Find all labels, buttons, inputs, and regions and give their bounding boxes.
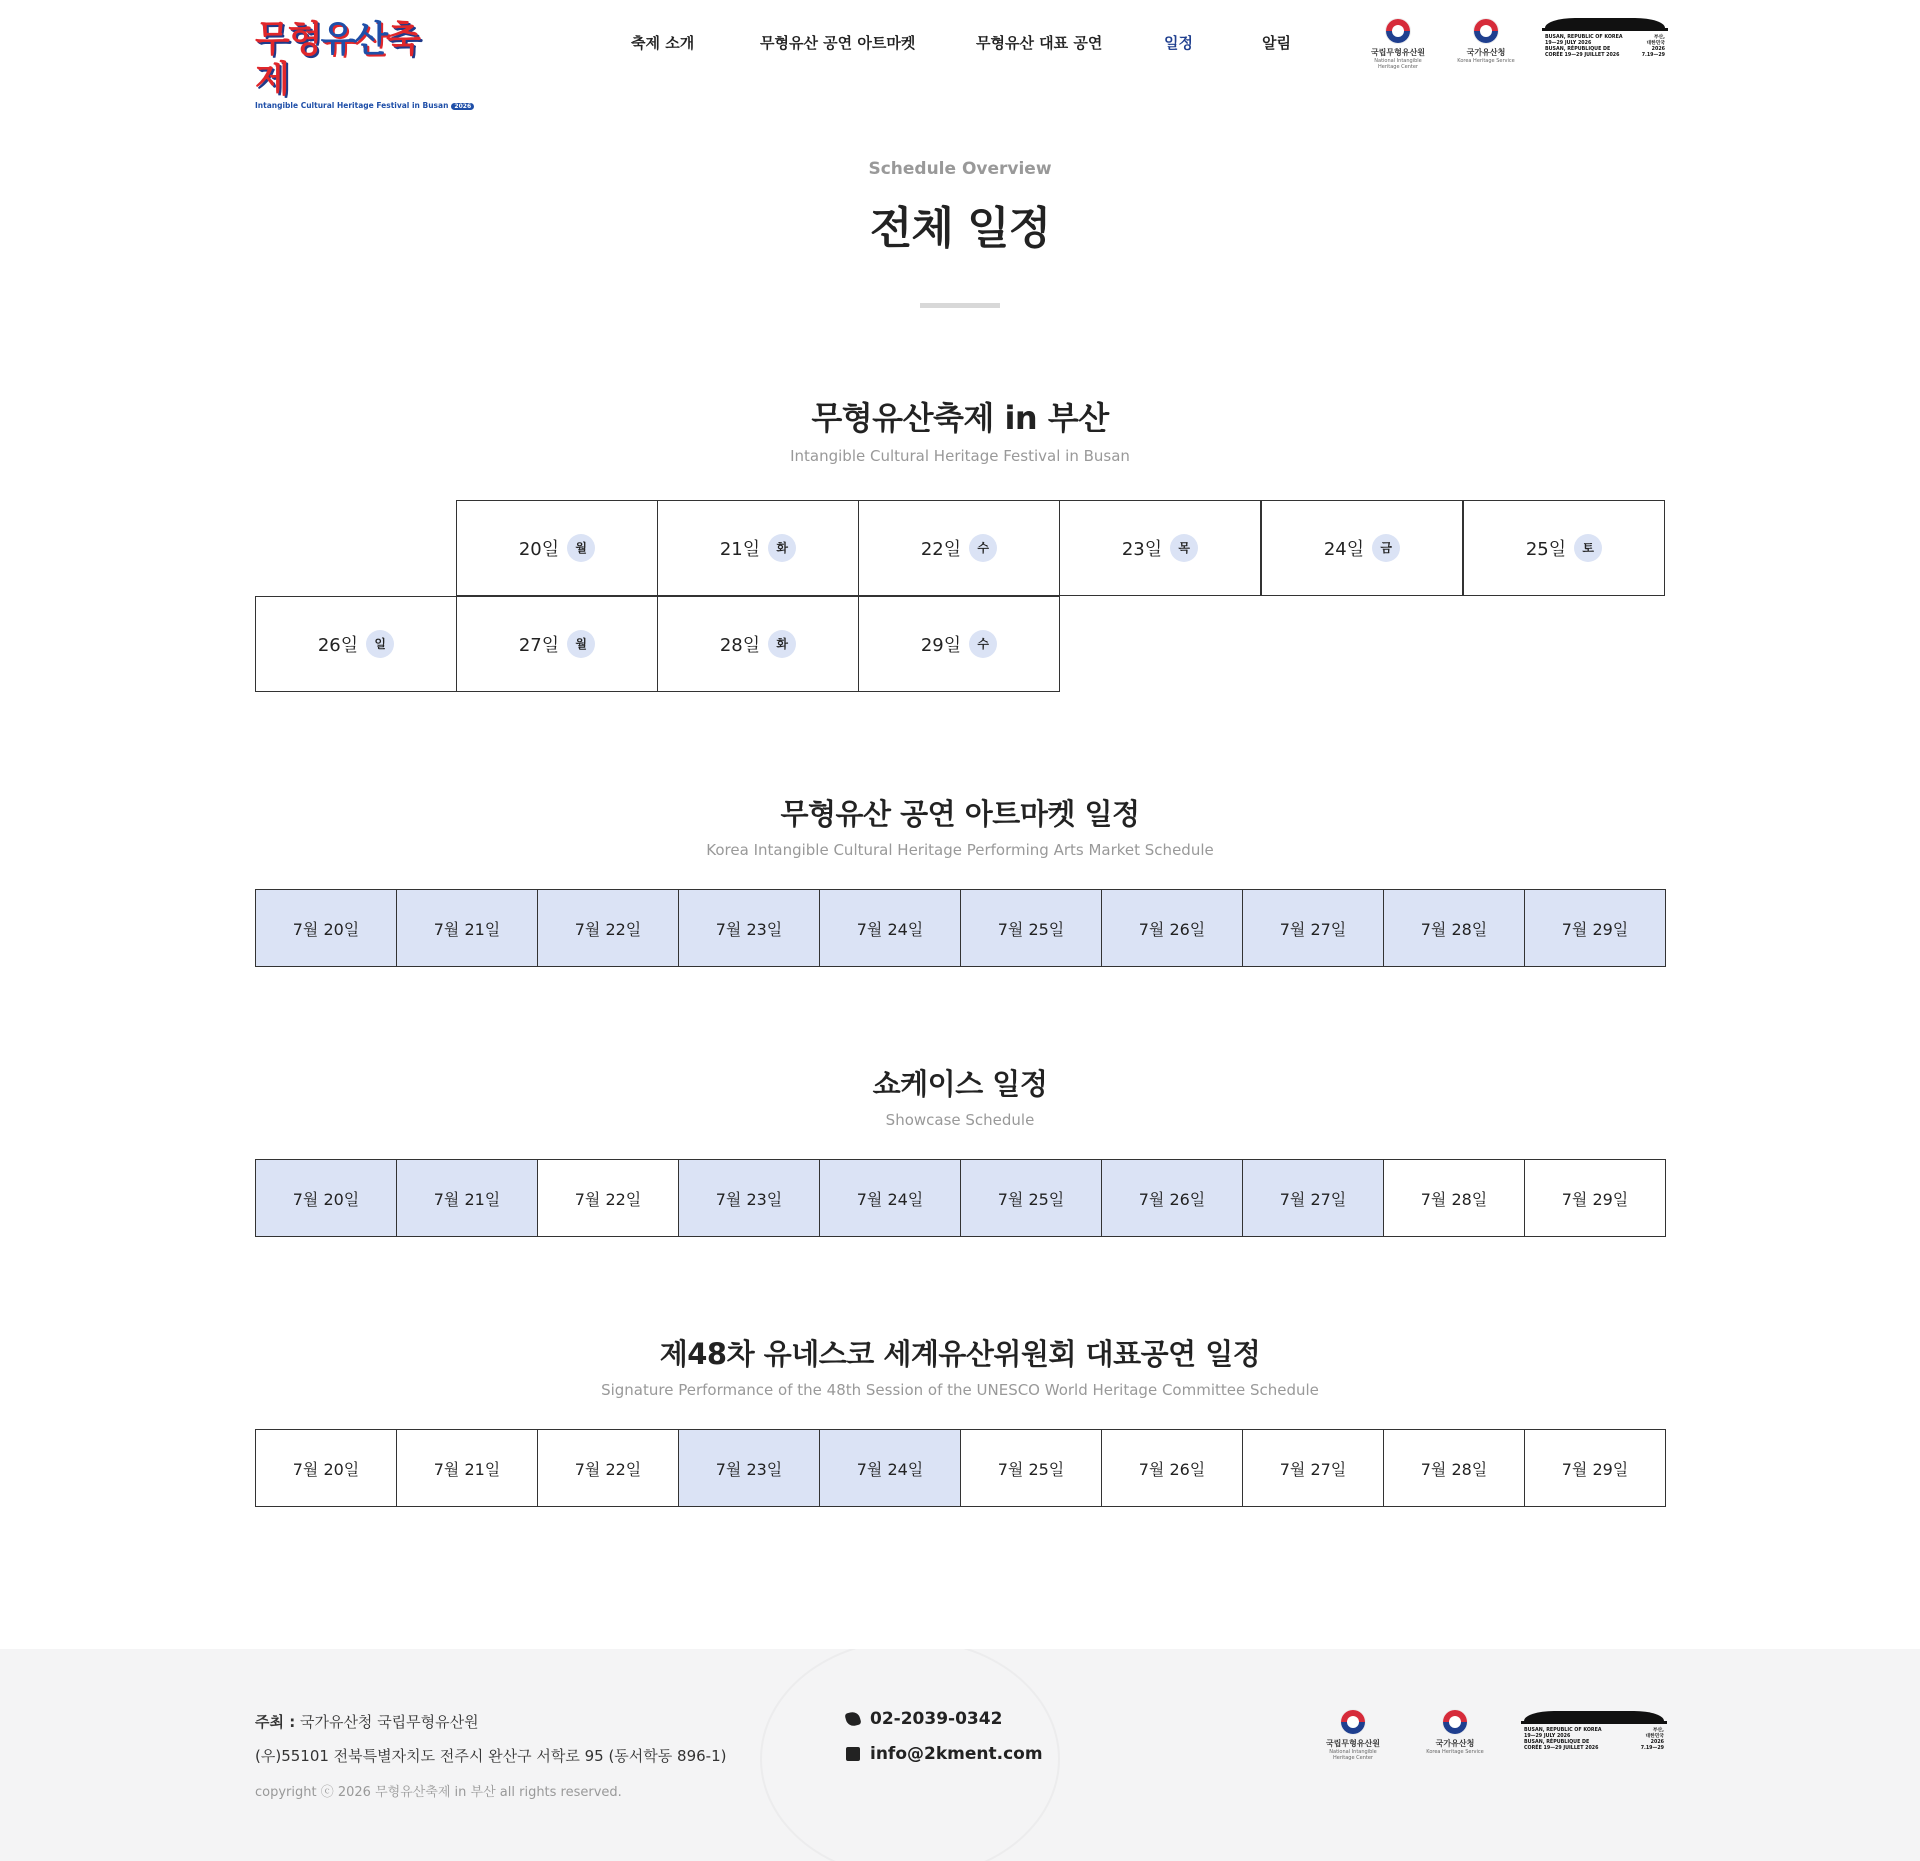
- nav-representative-performance[interactable]: 무형유산 대표 공연: [976, 34, 1103, 52]
- unesco-subtitle: Signature Performance of the 48th Session of the UNESCO World Heritage Committee Schedule: [601, 1381, 1319, 1399]
- weekday-badge: 월: [567, 630, 595, 658]
- calendar-day[interactable]: 29일 수: [858, 596, 1060, 692]
- weekday-badge: 금: [1372, 534, 1400, 562]
- footer-host: 주최 : 국가유산청 국립무형유산원: [255, 1713, 479, 1731]
- date-cell[interactable]: 7월 29일: [1524, 889, 1666, 967]
- title-divider: [920, 303, 1000, 308]
- artmarket-date-row: [255, 889, 1666, 967]
- date-cell[interactable]: 7월 29일: [1524, 1159, 1666, 1237]
- mail-icon: [846, 1747, 860, 1761]
- date-cell[interactable]: 7월 21일: [396, 889, 538, 967]
- phone-icon: [844, 1710, 861, 1727]
- calendar-day[interactable]: 25일 토: [1463, 500, 1665, 596]
- festival-title: 무형유산축제 in 부산: [811, 399, 1109, 437]
- taegeuk-emblem-icon: [1340, 1709, 1366, 1735]
- calendar-day[interactable]: 23일 목: [1059, 500, 1261, 596]
- date-cell[interactable]: 7월 20일: [255, 1429, 397, 1507]
- calendar-day[interactable]: 24일 금: [1261, 500, 1463, 596]
- calendar-day[interactable]: 21일 화: [657, 500, 859, 596]
- unesco-busan-event-logo[interactable]: BUSAN, REPUBLIC OF KOREA 19—29 JULY 2026 BUSAN, RÉPUBLIQUE DE CORÉE 19—29 JUILLET 2026 부산, 대한민국 2026 7.19—29: [1545, 18, 1665, 68]
- date-cell[interactable]: 7월 27일: [1242, 1429, 1384, 1507]
- date-cell[interactable]: 7월 23일: [678, 889, 820, 967]
- weekday-badge: 수: [969, 630, 997, 658]
- showcase-title: 쇼케이스 일정: [872, 1067, 1048, 1101]
- overview-label: Schedule Overview: [868, 159, 1052, 179]
- date-cell[interactable]: 7월 22일: [537, 1429, 679, 1507]
- date-cell[interactable]: 7월 27일: [1242, 1159, 1384, 1237]
- footer-copyright: copyright ⓒ 2026 무형유산축제 in 부산 all rights reserved.: [255, 1785, 622, 1800]
- nav-festival-intro[interactable]: 축제 소개: [631, 34, 695, 52]
- date-cell[interactable]: 7월 25일: [960, 1159, 1102, 1237]
- date-cell[interactable]: 7월 26일: [1101, 1429, 1243, 1507]
- date-cell[interactable]: 7월 21일: [396, 1429, 538, 1507]
- date-cell[interactable]: 7월 28일: [1383, 889, 1525, 967]
- date-cell[interactable]: 7월 22일: [537, 889, 679, 967]
- artmarket-subtitle: Korea Intangible Cultural Heritage Performing Arts Market Schedule: [706, 841, 1214, 859]
- weekday-badge: 화: [768, 630, 796, 658]
- unesco-date-row: [255, 1429, 1666, 1507]
- date-cell[interactable]: 7월 26일: [1101, 1159, 1243, 1237]
- date-cell[interactable]: 7월 23일: [678, 1159, 820, 1237]
- taegeuk-emblem-icon: [1442, 1709, 1468, 1735]
- date-cell[interactable]: 7월 24일: [819, 1429, 961, 1507]
- calendar-day[interactable]: 20일 월: [456, 500, 658, 596]
- footer-partner-khs[interactable]: 국가유산청 Korea Heritage Service: [1425, 1709, 1485, 1755]
- footer-phone[interactable]: 02-2039-0342: [846, 1709, 1002, 1729]
- partner-nihc[interactable]: 국립무형유산원 National Intangible Heritage Center: [1368, 18, 1428, 70]
- date-cell[interactable]: 7월 29일: [1524, 1429, 1666, 1507]
- date-cell[interactable]: 7월 22일: [537, 1159, 679, 1237]
- weekday-badge: 토: [1574, 534, 1602, 562]
- date-cell[interactable]: 7월 20일: [255, 1159, 397, 1237]
- showcase-date-row: [255, 1159, 1666, 1237]
- footer-email[interactable]: info@2kment.com: [846, 1744, 1043, 1764]
- taegeuk-emblem-icon: [1473, 18, 1499, 44]
- calendar-day[interactable]: 26일 일: [255, 596, 457, 692]
- footer-unesco-event-logo[interactable]: BUSAN, REPUBLIC OF KOREA 19—29 JULY 2026 BUSAN, RÉPUBLIQUE DE CORÉE 19—29 JUILLET 2026 부산, 대한민국 2026 7.19—29: [1524, 1711, 1664, 1761]
- date-cell[interactable]: 7월 26일: [1101, 889, 1243, 967]
- footer-address: (우)55101 전북특별자치도 전주시 완산구 서학로 95 (동서학동 896-1): [255, 1747, 727, 1765]
- logo-english: Intangible Cultural Heritage Festival in Busan 2026: [255, 101, 445, 110]
- weekday-badge: 목: [1170, 534, 1198, 562]
- calendar-day[interactable]: 28일 화: [657, 596, 859, 692]
- page-title: 전체 일정: [869, 203, 1051, 254]
- weekday-badge: 수: [969, 534, 997, 562]
- date-cell[interactable]: 7월 21일: [396, 1159, 538, 1237]
- date-cell[interactable]: 7월 20일: [255, 889, 397, 967]
- nav-schedule[interactable]: 일정: [1164, 34, 1193, 52]
- weekday-badge: 화: [768, 534, 796, 562]
- date-cell[interactable]: 7월 25일: [960, 1429, 1102, 1507]
- taegeuk-emblem-icon: [1385, 18, 1411, 44]
- nav-notice[interactable]: 알림: [1262, 34, 1291, 52]
- weekday-badge: 일: [366, 630, 394, 658]
- nav-art-market[interactable]: 무형유산 공연 아트마켓: [760, 34, 916, 52]
- partner-khs[interactable]: 국가유산청 Korea Heritage Service: [1456, 18, 1516, 64]
- festival-logo[interactable]: [255, 19, 472, 110]
- weekday-badge: 월: [567, 534, 595, 562]
- date-cell[interactable]: 7월 23일: [678, 1429, 820, 1507]
- date-cell[interactable]: 7월 24일: [819, 889, 961, 967]
- footer-partner-nihc[interactable]: 국립무형유산원 National Intangible Heritage Center: [1320, 1709, 1386, 1761]
- unesco-title: 제48차 유네스코 세계유산위원회 대표공연 일정: [659, 1337, 1261, 1371]
- date-cell[interactable]: 7월 28일: [1383, 1159, 1525, 1237]
- date-cell[interactable]: 7월 27일: [1242, 889, 1384, 967]
- festival-subtitle: Intangible Cultural Heritage Festival in Busan: [790, 447, 1130, 465]
- site-footer: [0, 1649, 1920, 1861]
- calendar-day[interactable]: 27일 월: [456, 596, 658, 692]
- calendar-day[interactable]: 22일 수: [858, 500, 1060, 596]
- date-cell[interactable]: 7월 28일: [1383, 1429, 1525, 1507]
- date-cell[interactable]: 7월 24일: [819, 1159, 961, 1237]
- site-header: [0, 0, 1920, 110]
- artmarket-title: 무형유산 공연 아트마켓 일정: [780, 797, 1140, 831]
- logo-wordmark: 무형유산축제: [255, 19, 419, 100]
- showcase-subtitle: Showcase Schedule: [885, 1111, 1035, 1129]
- date-cell[interactable]: 7월 25일: [960, 889, 1102, 967]
